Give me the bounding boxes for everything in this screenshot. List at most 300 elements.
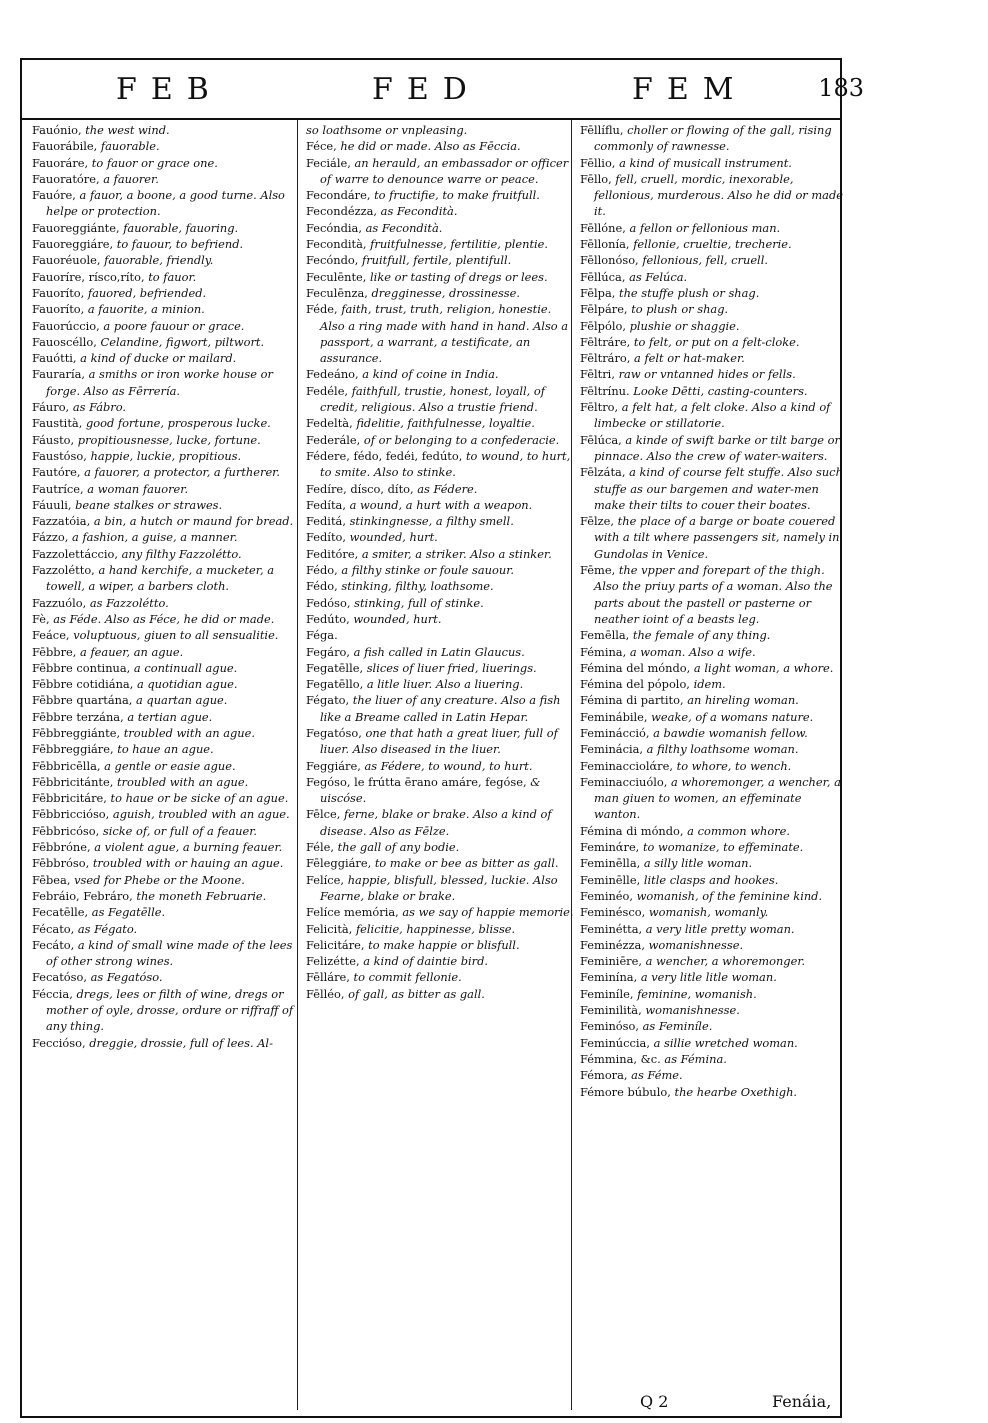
column-3 bbox=[580, 122, 848, 1412]
entry-definition: fruitfull, fertile, plentifull. bbox=[362, 253, 512, 268]
entry-definition: as Fegatēlle. bbox=[91, 905, 166, 920]
dictionary-entry bbox=[580, 969, 848, 985]
entry-headword: Fedíre, dísco, díto, bbox=[306, 481, 414, 496]
entry-headword: Fecondáre, bbox=[306, 188, 371, 203]
dictionary-entry bbox=[580, 464, 848, 513]
entry-headword: Fēbbre, bbox=[32, 644, 77, 659]
entry-definition: fauored, befriended. bbox=[87, 285, 207, 300]
running-head-center: FED bbox=[372, 72, 481, 107]
entry-definition: fell, cruell, mordic, inexorable, fellonious, murderous. Also he did or made it. bbox=[594, 171, 843, 219]
dictionary-entry bbox=[32, 497, 300, 513]
entry-headword: Fēbbre quartána, bbox=[32, 693, 133, 708]
dictionary-entry bbox=[580, 220, 848, 236]
entry-definition: troubled with an ague. bbox=[123, 725, 255, 740]
entry-definition: a filthy stinke or foule sauour. bbox=[341, 563, 515, 578]
entry-headword: Féle, bbox=[306, 840, 335, 855]
dictionary-entry bbox=[32, 415, 300, 431]
dictionary-entry bbox=[32, 904, 300, 920]
entry-definition: the stuffe plush or shag. bbox=[619, 285, 760, 300]
entry-headword: Fémora, bbox=[580, 1068, 628, 1083]
dictionary-entry bbox=[32, 432, 300, 448]
entry-definition: dregginesse, drossinesse. bbox=[371, 285, 521, 300]
entry-definition: as Fémina. bbox=[664, 1051, 727, 1066]
entry-definition: dregs, lees or filth of wine, dregs or mother of oyle, drosse, ordure or riffraff of any thing. bbox=[46, 986, 294, 1034]
entry-headword: Feminóso, bbox=[580, 1019, 639, 1034]
entry-headword: Fémmina, &c. bbox=[580, 1051, 661, 1066]
entry-headword: Fautóre, bbox=[32, 465, 81, 480]
dictionary-entry bbox=[32, 513, 300, 529]
dictionary-entry bbox=[32, 709, 300, 725]
entry-definition: stinking, full of stinke. bbox=[354, 595, 484, 610]
entry-definition: a fauorer. bbox=[103, 171, 159, 186]
dictionary-entry bbox=[32, 872, 300, 888]
entry-headword: Féce, bbox=[306, 139, 337, 154]
entry-headword: Feminácció, bbox=[580, 725, 650, 740]
entry-definition: a quartan ague. bbox=[136, 693, 228, 708]
dictionary-entry bbox=[306, 432, 574, 448]
dictionary-entry bbox=[580, 1067, 848, 1083]
entry-definition: a violent ague, a burning feauer. bbox=[94, 840, 283, 855]
entry-definition: a gentle or easie ague. bbox=[104, 758, 236, 773]
entry-definition: the hearbe Oxethigh. bbox=[674, 1084, 798, 1099]
entry-definition: a kind of daintie bird. bbox=[363, 954, 489, 969]
dictionary-entry bbox=[306, 269, 574, 285]
signature-mark: Q 2 bbox=[640, 1392, 669, 1411]
entry-definition: a woman fauorer. bbox=[87, 481, 189, 496]
entry-definition: stinkingnesse, a filthy smell. bbox=[349, 514, 514, 529]
entry-definition: a kind of small wine made of the lees of other strong wines. bbox=[46, 937, 293, 969]
entry-definition: an hireling woman. bbox=[687, 693, 799, 708]
entry-definition: as we say of happie memorie. bbox=[402, 905, 574, 920]
dictionary-entry bbox=[32, 969, 300, 985]
entry-definition: womanish, womanly. bbox=[648, 905, 769, 920]
entry-definition: a kind of ducke or mailard. bbox=[80, 351, 237, 366]
entry-headword: Fémore búbulo, bbox=[580, 1084, 671, 1099]
entry-headword: Fēbbricóso, bbox=[32, 823, 100, 838]
dictionary-entry bbox=[580, 872, 848, 888]
entry-headword: Fēbbriccióso, bbox=[32, 807, 110, 822]
entry-definition: so loathsome or vnpleasing. bbox=[306, 123, 468, 137]
dictionary-entry bbox=[32, 627, 300, 643]
entry-headword: Fēltráro, bbox=[580, 351, 631, 366]
entry-headword: Feminacciuólo, bbox=[580, 774, 668, 789]
dictionary-entry bbox=[580, 888, 848, 904]
entry-definition: to fructifie, to make fruitfull. bbox=[374, 188, 540, 203]
dictionary-entry bbox=[32, 236, 300, 252]
running-head-left: FEB bbox=[116, 72, 223, 107]
dictionary-entry bbox=[32, 155, 300, 171]
entry-headword: Feminúccia, bbox=[580, 1035, 650, 1050]
entry-definition: womanish, of the feminine kind. bbox=[636, 888, 823, 903]
dictionary-entry bbox=[306, 953, 574, 969]
dictionary-entry bbox=[32, 138, 300, 154]
dictionary-entry bbox=[32, 366, 300, 399]
dictionary-entry bbox=[580, 383, 848, 399]
entry-definition: a litle liuer. Also a liuering. bbox=[366, 677, 524, 692]
dictionary-entry bbox=[580, 774, 848, 823]
dictionary-entry bbox=[580, 725, 848, 741]
entry-headword: Fēllíflu, bbox=[580, 123, 624, 137]
entry-headword: Fecatēlle, bbox=[32, 905, 89, 920]
entry-definition: any filthy Fazzolétto. bbox=[121, 546, 242, 561]
dictionary-entry bbox=[32, 481, 300, 497]
entry-headword: Fēllo, bbox=[580, 171, 612, 186]
entry-headword: Feminétta, bbox=[580, 921, 643, 936]
dictionary-entry bbox=[580, 562, 848, 627]
dictionary-entry bbox=[306, 578, 574, 594]
entry-headword: Fauoríto, bbox=[32, 302, 85, 317]
entry-headword: Fauraría, bbox=[32, 367, 85, 382]
dictionary-entry bbox=[580, 660, 848, 676]
entry-headword: Fēllóne, bbox=[580, 220, 626, 235]
dictionary-entry bbox=[306, 546, 574, 562]
entry-definition: stinking, filthy, loathsome. bbox=[341, 579, 494, 594]
dictionary-entry bbox=[580, 839, 848, 855]
entry-definition: a common whore. bbox=[687, 823, 790, 838]
dictionary-entry bbox=[306, 529, 574, 545]
entry-definition: a poore fauour or grace. bbox=[103, 318, 245, 333]
header-rule bbox=[20, 118, 842, 120]
entry-definition: fauorable. bbox=[100, 139, 160, 154]
entry-headword: Fazzolettáccio, bbox=[32, 546, 118, 561]
entry-definition: to fauor. bbox=[148, 269, 197, 284]
dictionary-entry bbox=[306, 969, 574, 985]
entry-definition: to womanize, to effeminate. bbox=[642, 840, 804, 855]
entry-definition: a fish called in Latin Glaucus. bbox=[353, 644, 525, 659]
entry-headword: Felicitáre, bbox=[306, 937, 365, 952]
entry-definition: a smiter, a striker. Also a stinker. bbox=[361, 546, 552, 561]
entry-headword: Fegatóso, bbox=[306, 725, 362, 740]
entry-headword: Fēlce, bbox=[306, 807, 341, 822]
entry-headword: Fédo, bbox=[306, 563, 338, 578]
entry-definition: to commit fellonie. bbox=[353, 970, 462, 985]
entry-definition: as Féme. bbox=[631, 1068, 683, 1083]
entry-definition: of or belonging to a confederacie. bbox=[363, 432, 560, 447]
dictionary-entry bbox=[306, 448, 574, 481]
entry-definition: a fauorite, a minion. bbox=[87, 302, 205, 317]
page-number: 183 bbox=[818, 74, 864, 102]
dictionary-entry bbox=[32, 823, 300, 839]
entry-headword: Fegóso, le frútta ēranο amáre, fegóse, bbox=[306, 774, 527, 789]
entry-headword: Fēlpa, bbox=[580, 285, 616, 300]
dictionary-entry bbox=[306, 676, 574, 692]
entry-headword: Feminésco, bbox=[580, 905, 646, 920]
entry-definition: to make happie or blisfull. bbox=[368, 937, 520, 952]
dictionary-entry bbox=[32, 790, 300, 806]
dictionary-entry bbox=[32, 269, 300, 285]
dictionary-entry bbox=[580, 986, 848, 1002]
dictionary-entry bbox=[32, 252, 300, 268]
dictionary-entry bbox=[306, 366, 574, 382]
dictionary-entry bbox=[580, 953, 848, 969]
entry-definition: aguish, troubled with an ague. bbox=[112, 807, 290, 822]
entry-headword: Fegáro, bbox=[306, 644, 351, 659]
entry-definition: a bin, a hutch or maund for bread. bbox=[93, 514, 294, 529]
dictionary-entry bbox=[306, 692, 574, 725]
dictionary-entry bbox=[306, 481, 574, 497]
entry-definition: as Felúca. bbox=[629, 269, 688, 284]
dictionary-entry bbox=[306, 758, 574, 774]
dictionary-entry bbox=[580, 301, 848, 317]
entry-definition: as Fegatóso. bbox=[90, 970, 163, 985]
entry-definition: fauorable, fauoring. bbox=[123, 220, 239, 235]
entry-definition: the place of a barge or boate couered with a tilt where passengers sit, namely in Gundolas in Venice. bbox=[594, 514, 840, 561]
dictionary-entry bbox=[580, 318, 848, 334]
dictionary-entry bbox=[32, 986, 300, 1035]
entry-definition: faith, trust, truth, religion, honestie. Also a ring made with hand in hand. Also a passport, a warrant, a testificate, an assurance. bbox=[320, 302, 569, 366]
entry-definition: as Fazzolétto. bbox=[89, 595, 169, 610]
dictionary-entry bbox=[306, 497, 574, 513]
entry-headword: Fēlláre, bbox=[306, 970, 350, 985]
dictionary-entry bbox=[32, 611, 300, 627]
dictionary-entry bbox=[580, 155, 848, 171]
entry-headword: Federále, bbox=[306, 432, 361, 447]
dictionary-entry bbox=[580, 741, 848, 757]
entry-definition: a feauer, an ague. bbox=[80, 644, 184, 659]
entry-definition: choller or flowing of the gall, rising commonly of rawnesse. bbox=[594, 123, 832, 154]
dictionary-entry bbox=[32, 301, 300, 317]
dictionary-entry bbox=[580, 921, 848, 937]
entry-definition: litle clasps and hookes. bbox=[643, 872, 779, 887]
entry-definition: the west wind. bbox=[85, 123, 170, 137]
entry-headword: Fauoreggiáre, bbox=[32, 237, 114, 252]
entry-definition: as Feminíle. bbox=[642, 1019, 713, 1034]
dictionary-entry bbox=[580, 513, 848, 562]
entry-headword: Fēme, bbox=[580, 563, 616, 578]
entry-headword: Feminάre, bbox=[580, 840, 640, 855]
entry-headword: Feminábile, bbox=[580, 709, 648, 724]
entry-headword: Fēlúca, bbox=[580, 432, 622, 447]
entry-definition: a wencher, a whoremonger. bbox=[645, 954, 806, 969]
entry-headword: Fauoreggiánte, bbox=[32, 220, 120, 235]
dictionary-entry bbox=[32, 562, 300, 595]
dictionary-entry bbox=[306, 855, 574, 871]
entry-headword: Fecóndia, bbox=[306, 220, 362, 235]
entry-definition: dreggie, drossie, full of lees. Al- bbox=[89, 1035, 273, 1050]
entry-headword: Fedeáno, bbox=[306, 367, 359, 382]
dictionary-entry bbox=[32, 350, 300, 366]
dictionary-entry bbox=[306, 904, 574, 920]
dictionary-entry bbox=[580, 855, 848, 871]
entry-definition: as Fecondità. bbox=[380, 204, 458, 219]
entry-headword: Fautríce, bbox=[32, 481, 84, 496]
entry-definition: to haue an ague. bbox=[117, 742, 214, 757]
entry-headword: Fēltráre, bbox=[580, 334, 631, 349]
dictionary-entry bbox=[306, 986, 574, 1002]
entry-headword: Fémina di partito, bbox=[580, 693, 684, 708]
entry-headword: Feminiēre, bbox=[580, 954, 642, 969]
dictionary-entry bbox=[306, 627, 574, 643]
entry-definition: weake, of a womans nature. bbox=[651, 709, 814, 724]
dictionary-entry bbox=[580, 1018, 848, 1034]
entry-headword: Fecóndo, bbox=[306, 253, 359, 268]
dictionary-entry bbox=[32, 692, 300, 708]
dictionary-entry bbox=[32, 318, 300, 334]
entry-definition: a light woman, a whore. bbox=[693, 660, 834, 675]
entry-definition: a very litle litle woman. bbox=[640, 970, 777, 985]
entry-headword: Fauorábile, bbox=[32, 139, 98, 154]
entry-definition: slices of liuer fried, liuerings. bbox=[366, 660, 537, 675]
entry-definition: like or tasting of dregs or lees. bbox=[370, 269, 548, 284]
dictionary-entry bbox=[306, 872, 574, 905]
entry-headword: Fedeltà, bbox=[306, 416, 353, 431]
entry-headword: Fēlpólo, bbox=[580, 318, 626, 333]
entry-headword: Feminilità, bbox=[580, 1003, 642, 1018]
dictionary-entry bbox=[32, 758, 300, 774]
entry-definition: the female of any thing. bbox=[632, 628, 771, 643]
entry-headword: Fēbbróso, bbox=[32, 856, 90, 871]
dictionary-entry bbox=[306, 937, 574, 953]
entry-definition: he did or made. Also as Fēccia. bbox=[340, 139, 521, 154]
dictionary-entry bbox=[306, 383, 574, 416]
entry-headword: Fedéle, bbox=[306, 383, 349, 398]
entry-definition: as Fégato. bbox=[77, 921, 138, 936]
entry-definition: Looke Dētti, casting-counters. bbox=[633, 383, 808, 398]
entry-headword: Fè, bbox=[32, 611, 50, 626]
dictionary-entry bbox=[306, 562, 574, 578]
dictionary-entry bbox=[580, 399, 848, 432]
entry-headword: Fēbbreggiáre, bbox=[32, 742, 114, 757]
entry-definition: a kinde of swift barke or tilt barge or pinnace. Also the crew of water-waiters. bbox=[594, 432, 840, 463]
dictionary-entry bbox=[580, 904, 848, 920]
dictionary-entry bbox=[306, 774, 574, 807]
entry-headword: Fēlzáta, bbox=[580, 465, 626, 480]
entry-headword: Feminína, bbox=[580, 970, 638, 985]
entry-headword: Fēleggiáre, bbox=[306, 856, 372, 871]
dictionary-entry bbox=[306, 611, 574, 627]
dictionary-entry bbox=[580, 334, 848, 350]
dictionary-entry bbox=[580, 1002, 848, 1018]
entry-definition: a continuall ague. bbox=[133, 660, 238, 675]
entry-definition: fellonious, fell, cruell. bbox=[642, 253, 768, 268]
dictionary-entry bbox=[306, 187, 574, 203]
entry-headword: Fecondézza, bbox=[306, 204, 378, 219]
dictionary-entry bbox=[32, 839, 300, 855]
dictionary-entry bbox=[306, 285, 574, 301]
entry-headword: Feminíle, bbox=[580, 986, 634, 1001]
entry-definition: a hand kerchife, a mucketer, a towell, a wiper, a barbers cloth. bbox=[46, 563, 274, 594]
entry-headword: Felíce, bbox=[306, 872, 345, 887]
entry-definition: voluptuous, giuen to all sensualitie. bbox=[73, 628, 279, 643]
dictionary-entry bbox=[580, 676, 848, 692]
entry-headword: Fauótti, bbox=[32, 351, 77, 366]
entry-headword: Femēlla, bbox=[580, 628, 630, 643]
catchword: Fenáia, bbox=[772, 1392, 832, 1411]
entry-definition: the moneth Februarie. bbox=[136, 888, 267, 903]
entry-definition: felicitie, happinesse, blisse. bbox=[355, 921, 516, 936]
entry-headword: Fēbbróne, bbox=[32, 840, 91, 855]
entry-definition: womanishnesse. bbox=[645, 1003, 740, 1018]
dictionary-entry bbox=[32, 888, 300, 904]
entry-definition: a tertian ague. bbox=[127, 709, 213, 724]
entry-definition: a bawdie womanish fellow. bbox=[653, 725, 808, 740]
dictionary-entry bbox=[306, 921, 574, 937]
entry-headword: Fédo, bbox=[306, 579, 338, 594]
entry-headword: Fecciόso, bbox=[32, 1035, 86, 1050]
entry-headword: Febráio, Febráro, bbox=[32, 888, 133, 903]
entry-headword: Feminēlle, bbox=[580, 872, 641, 887]
entry-headword: Fécato, bbox=[32, 921, 75, 936]
dictionary-entry bbox=[32, 855, 300, 871]
entry-headword: Fauóre, bbox=[32, 188, 76, 203]
entry-definition: plushie or shaggie. bbox=[629, 318, 740, 333]
dictionary-entry bbox=[306, 660, 574, 676]
dictionary-entry bbox=[32, 220, 300, 236]
entry-definition: to haue or be sicke of an ague. bbox=[110, 791, 289, 806]
dictionary-entry bbox=[306, 839, 574, 855]
entry-headword: Fedóso, bbox=[306, 595, 351, 610]
entry-headword: Fēbbre continua, bbox=[32, 660, 131, 675]
dictionary-entry bbox=[306, 122, 574, 138]
entry-headword: Feculēnza, bbox=[306, 285, 368, 300]
entry-definition: happie, blisfull, blessed, luckie. Also Fearne, blake or brake. bbox=[320, 872, 558, 903]
entry-definition: a whoremonger, a wencher, a man giuen to women, an effeminate wanton. bbox=[594, 774, 841, 822]
entry-definition: raw or vntanned hides or fells. bbox=[618, 367, 796, 382]
dictionary-entry bbox=[32, 644, 300, 660]
entry-definition: good fortune, prosperous lucke. bbox=[85, 416, 271, 431]
entry-headword: Fazzolétto, bbox=[32, 563, 95, 578]
entry-headword: Féccia, bbox=[32, 986, 73, 1001]
entry-headword: Fēltro, bbox=[580, 400, 619, 415]
dictionary-entry bbox=[580, 252, 848, 268]
entry-definition: a quotidian ague. bbox=[136, 677, 238, 692]
entry-headword: Fauoríre, rísco,ríto, bbox=[32, 269, 145, 284]
entry-definition: fellonie, crueltie, trecherie. bbox=[633, 237, 792, 252]
entry-definition: wounded, hurt. bbox=[349, 530, 438, 545]
dictionary-entry bbox=[306, 513, 574, 529]
dictionary-entry bbox=[580, 758, 848, 774]
dictionary-entry bbox=[306, 415, 574, 431]
entry-definition: fruitfulnesse, fertilitie, plentie. bbox=[370, 237, 549, 252]
dictionary-entry bbox=[306, 220, 574, 236]
entry-headword: Fēbbricitánte, bbox=[32, 774, 114, 789]
column-2 bbox=[306, 122, 574, 1412]
entry-headword: Fēllio, bbox=[580, 155, 616, 170]
entry-headword: Fēbbreggiánte, bbox=[32, 725, 121, 740]
entry-headword: Féga. bbox=[306, 628, 338, 643]
entry-headword: Felizétte, bbox=[306, 954, 360, 969]
entry-headword: Fauoratóre, bbox=[32, 171, 100, 186]
dictionary-entry bbox=[580, 627, 848, 643]
dictionary-entry bbox=[580, 937, 848, 953]
entry-definition: ferne, blake or brake. Also a kind of disease. Also as Fēlze. bbox=[320, 807, 552, 838]
dictionary-entry bbox=[306, 725, 574, 758]
entry-headword: Fēbbre cotidiána, bbox=[32, 677, 134, 692]
entry-headword: Fēltrínu. bbox=[580, 383, 630, 398]
entry-definition: fidelitie, faithfulnesse, loyaltie. bbox=[356, 416, 535, 431]
entry-headword: Fauorúccio, bbox=[32, 318, 100, 333]
dictionary-entry bbox=[580, 269, 848, 285]
entry-headword: Felicità, bbox=[306, 921, 353, 936]
entry-headword: Fémina, bbox=[580, 644, 627, 659]
entry-headword: Fazzatóia, bbox=[32, 514, 91, 529]
entry-definition: one that hath a great liuer, full of liuer. Also diseased in the liuer. bbox=[320, 725, 558, 757]
entry-headword: Fegatēllo, bbox=[306, 677, 364, 692]
dictionary-entry bbox=[306, 252, 574, 268]
dictionary-entry bbox=[306, 644, 574, 660]
entry-definition: a smiths or iron worke house or forge. Also as Fērrería. bbox=[46, 367, 273, 398]
entry-headword: Feminézza, bbox=[580, 937, 645, 952]
entry-headword: Fedíta, bbox=[306, 497, 346, 512]
entry-headword: Faustóso, bbox=[32, 448, 87, 463]
entry-definition: to whore, to wench. bbox=[676, 758, 792, 773]
entry-headword: Fecatóso, bbox=[32, 970, 87, 985]
dictionary-entry bbox=[580, 432, 848, 465]
entry-definition: to make or bee as bitter as gall. bbox=[374, 856, 559, 871]
dictionary-entry bbox=[306, 203, 574, 219]
entry-headword: Feminacciolάre, bbox=[580, 758, 673, 773]
dictionary-entry bbox=[306, 155, 574, 188]
